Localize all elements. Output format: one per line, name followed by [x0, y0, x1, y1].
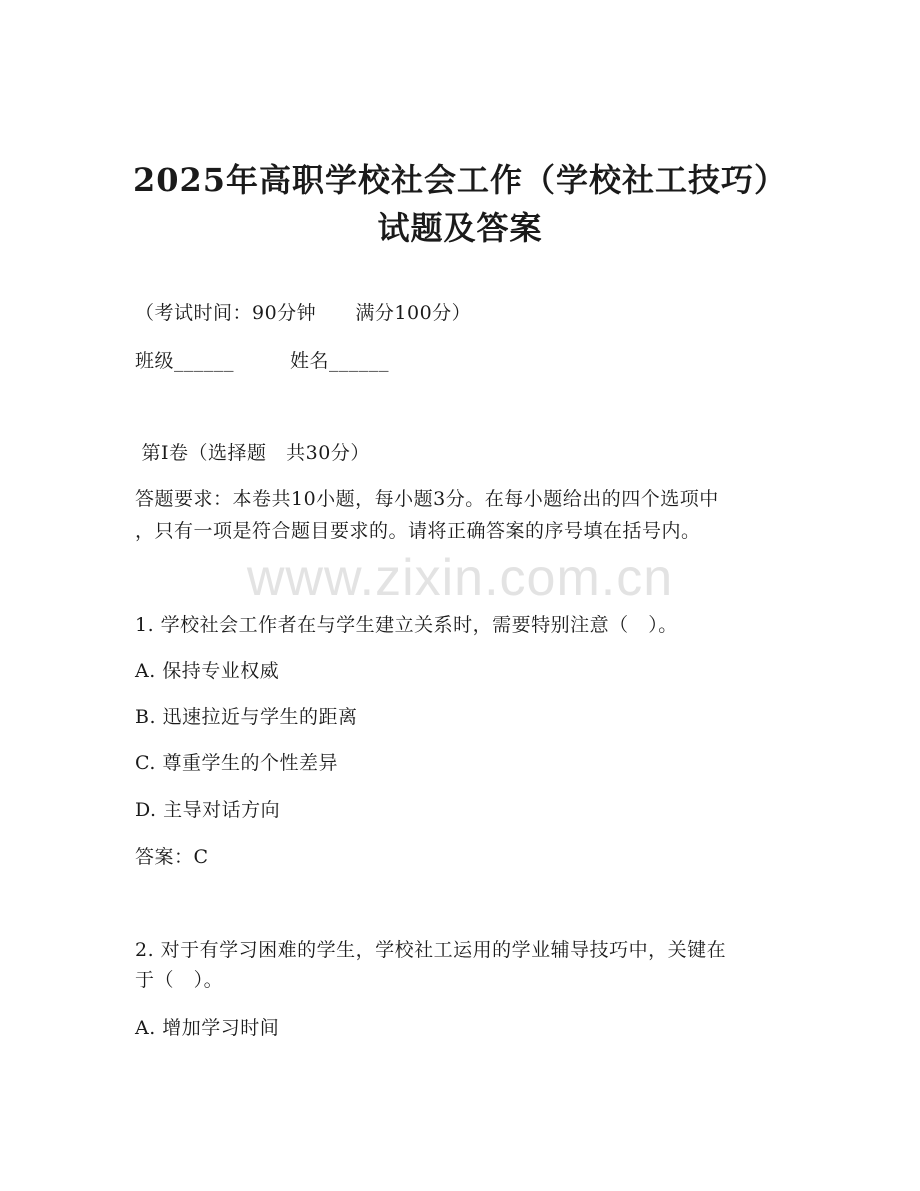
question-2-stem-line-2: 于（ ）。	[135, 969, 224, 991]
question-1-option-c: C. 尊重学生的个性差异	[135, 752, 338, 774]
student-info	[135, 348, 785, 374]
question-1-answer: 答案：C	[135, 846, 209, 868]
question-1-option-a: A. 保持专业权威	[135, 660, 280, 682]
question-2-stem-line-1: 2. 对于有学习困难的学生，学校社工运用的学业辅导技巧中，关键在	[135, 939, 727, 961]
question-1-stem: 1. 学校社会工作者在与学生建立关系时，需要特别注意（ ）。	[135, 614, 678, 636]
watermark: www.zixin.com.cn	[246, 549, 674, 607]
instructions-line-2: ，只有一项是符合题目要求的。请将正确答案的序号填在括号内。	[135, 520, 701, 542]
question-2-option-a: A. 增加学习时间	[135, 1017, 280, 1039]
instructions-line-1: 答题要求：本卷共10小题，每小题3分。在每小题给出的四个选项中	[135, 488, 719, 510]
question-1-option-b: B. 迅速拉近与学生的距离	[135, 706, 358, 728]
document-title-line-1: 2025年高职学校社会工作（学校社工技巧）	[132, 161, 788, 199]
exam-info: （考试时间：90分钟 满分100分）	[135, 302, 472, 324]
document-title-line-2: 试题及答案	[377, 209, 543, 247]
question-1-option-d: D. 主导对话方向	[135, 799, 281, 821]
class-field: 班级______	[135, 350, 235, 372]
name-field: 姓名______	[290, 350, 390, 372]
section-heading: 第Ⅰ卷（选择题 共30分）	[135, 442, 370, 464]
